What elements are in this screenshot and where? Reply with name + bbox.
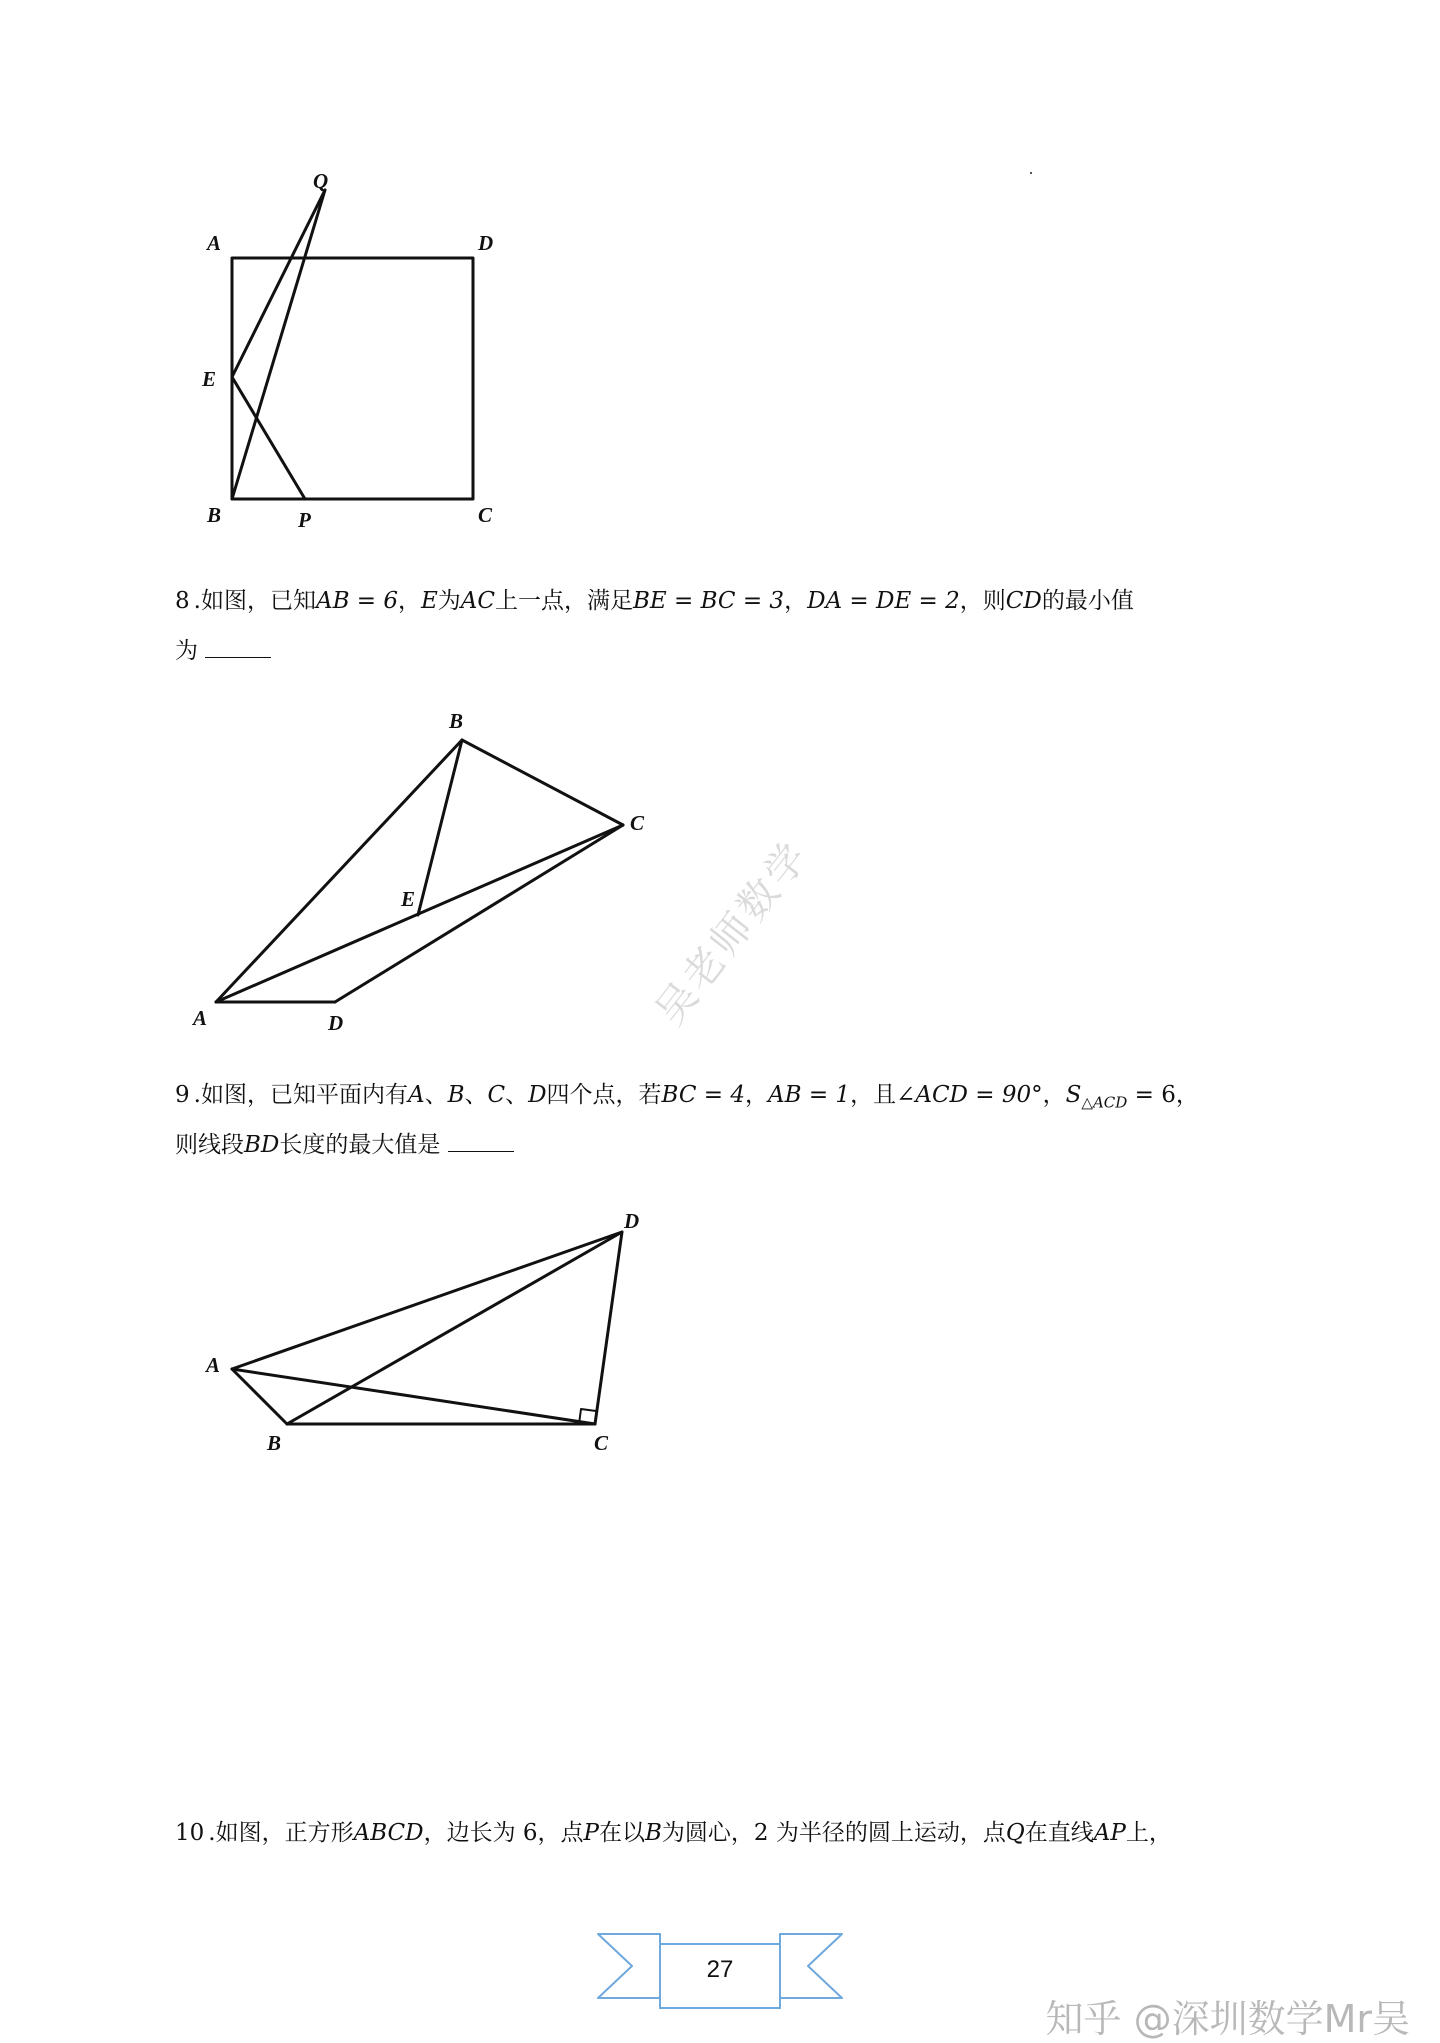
page-number: 27 <box>706 1956 734 1983</box>
label-b: B <box>267 1431 282 1455</box>
figure-square-abcd <box>190 160 530 530</box>
label-c: C <box>594 1431 609 1455</box>
ribbon-left-tail <box>598 1934 660 1998</box>
label-d: D <box>478 231 494 255</box>
question-number: 8 <box>175 588 190 614</box>
segment-ep <box>232 377 305 499</box>
segment-dc <box>595 1232 622 1424</box>
label-c: C <box>478 503 493 527</box>
label-p: P <box>298 508 311 532</box>
answer-blank <box>448 1129 514 1152</box>
stray-dot <box>1030 172 1032 174</box>
segment-ac <box>216 825 623 1002</box>
question-8-line2: 为 <box>175 626 271 676</box>
label-q: Q <box>313 169 329 193</box>
segment-ad <box>232 1232 622 1369</box>
segment-bc <box>462 740 623 825</box>
segment-be <box>418 740 462 915</box>
segment-bd <box>287 1232 622 1424</box>
label-b: B <box>207 503 222 527</box>
label-d: D <box>328 1011 344 1035</box>
question-number: 9 <box>175 1082 190 1108</box>
question-9-line2: 则线段BD长度的最大值是 <box>175 1120 514 1170</box>
answer-blank <box>205 635 271 658</box>
label-e: E <box>202 367 217 391</box>
label-c: C <box>630 811 645 835</box>
segment-ab <box>216 740 462 1002</box>
segment-ac <box>232 1369 595 1424</box>
figure-triangle-q8 <box>190 700 660 1040</box>
label-a: A <box>207 231 222 255</box>
label-d: D <box>624 1209 640 1233</box>
question-10: 10 .如图，正方形ABCD，边长为 6，点P在以B为圆心，2 为半径的圆上运动，点Q在直线AP上， <box>175 1820 1172 1846</box>
label-a: A <box>193 1006 208 1030</box>
question-9: 9 .如图，已知平面内有A、B、C、D四个点，若BC = 4，AB = 1，且∠ACD = 90°，$S_{\triangle ACD} = 6$， <box>175 1082 1199 1112</box>
watermark-text: 吴老师数学 <box>647 832 819 1034</box>
figure-quadrilateral-q9 <box>190 1195 660 1455</box>
label-e: E <box>401 887 416 911</box>
question-number: 10 <box>175 1820 205 1846</box>
question-8: 8 .如图，已知AB = 6，E为AC上一点，满足BE = BC = 3，DA = DE = 2，则CD的最小值 <box>175 588 1134 614</box>
label-a: A <box>206 1353 221 1377</box>
footer-attribution: 知乎 @深圳数学Mr吴 <box>1045 1997 1410 2041</box>
segment-dc <box>335 825 623 1002</box>
ribbon-right-tail <box>780 1934 842 1998</box>
label-b: B <box>449 709 464 733</box>
